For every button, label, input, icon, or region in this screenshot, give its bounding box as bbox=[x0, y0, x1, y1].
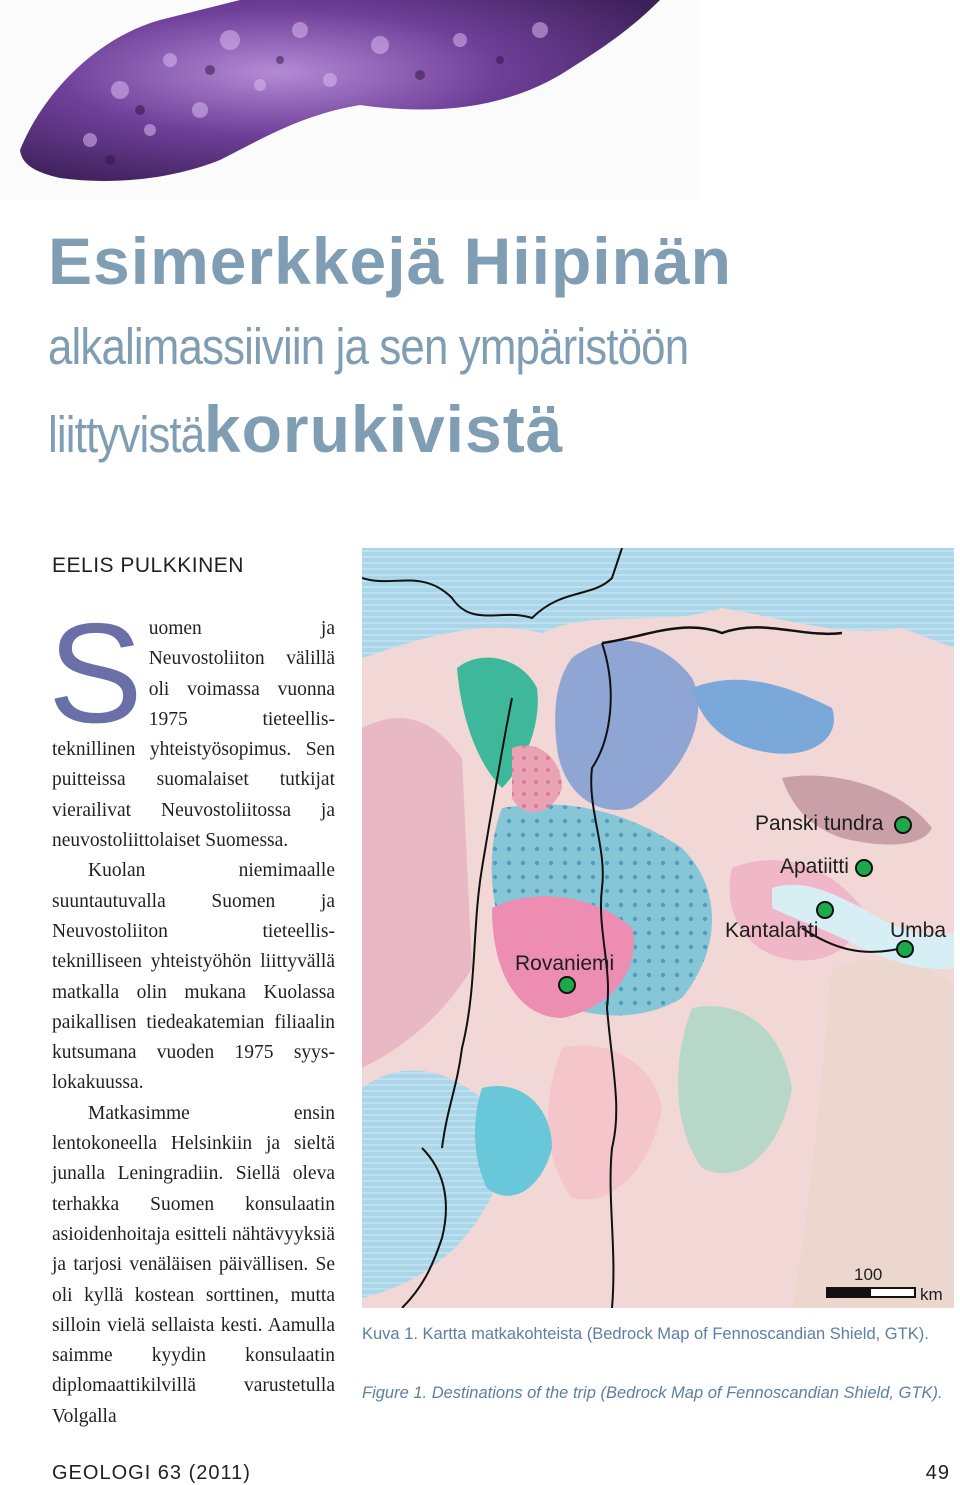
scale-value: 100 bbox=[854, 1265, 883, 1284]
drop-cap: S bbox=[48, 594, 143, 753]
paragraph-2: Kuolan niemimaalle suuntautuvalla Suomen ja Neuvostoliiton tieteellis-teknilliseen yhteistyöhön liittyvällä matkalla olin mukana Kuolassa paikallisen tiedeakatemian filiaalin kutsumana vuoden 1975 syys-lokakuussa. bbox=[52, 860, 335, 1094]
label-rovaniemi: Rovaniemi bbox=[515, 952, 615, 975]
title-line-3-bold: korukivistä bbox=[203, 392, 564, 466]
caption-english: Figure 1. Destinations of the trip (Bedrock Map of Fennoscandian Shield, GTK). bbox=[362, 1384, 943, 1402]
page-number: 49 bbox=[925, 1462, 950, 1484]
article-body bbox=[48, 594, 335, 1432]
scale-unit: km bbox=[920, 1285, 943, 1304]
panski-tundra-marker bbox=[895, 817, 911, 833]
kantalahti-marker bbox=[817, 902, 833, 918]
label-panski-tundra: Panski tundra bbox=[755, 812, 884, 835]
paragraph-1 bbox=[48, 594, 335, 856]
amethyst-image bbox=[0, 0, 700, 200]
journal-footer: GEOLOGI 63 (2011) bbox=[52, 1462, 251, 1484]
paragraph-1-text: uomen ja Neuvostoliiton välillä oli voimassa vuonna 1975 tieteellis-teknillinen yhteistyösopimus. Sen puitteissa suomalaiset tutkijat vierailivat Neuvostoliitossa ja neuvostoliittolaiset Suomessa. bbox=[52, 618, 335, 852]
label-kantalahti: Kantalahti bbox=[725, 919, 819, 942]
title-line-3 bbox=[48, 388, 948, 476]
title-line-1: Esimerkkejä Hiipinän bbox=[48, 224, 732, 298]
rovaniemi-marker bbox=[559, 977, 575, 993]
title-line-2: alkalimassiiviin ja sen ympäristöön bbox=[48, 318, 689, 375]
label-umba: Umba bbox=[890, 919, 947, 942]
article-title bbox=[48, 216, 948, 476]
author-name: EELIS PULKKINEN bbox=[52, 554, 244, 577]
paragraph-3: Matkasimme ensin lentokoneella Helsinkiin ja sieltä junalla Leningradiin. Siellä oleva terhakka Suomen konsulaatin asioidenhoitaja esitteli nähtävyyksiä ja tarjosi venäläisen päivällisen. Se oli kyllä kostean sorttinen, mutta silloin vielä sellaista kesti. Aamulla saimme kyydin konsulaatin diplomaattikilvillä varustetulla Volgalla bbox=[52, 1102, 335, 1427]
umba-marker bbox=[897, 941, 913, 957]
bedrock-map bbox=[362, 548, 954, 1308]
title-line-3-light: liittyvistä bbox=[48, 406, 205, 463]
label-apatiitti: Apatiitti bbox=[780, 855, 849, 878]
caption-finnish: Kuva 1. Kartta matkakohteista (Bedrock Map of Fennoscandian Shield, GTK). bbox=[362, 1325, 929, 1343]
apatiitti-marker bbox=[856, 860, 872, 876]
